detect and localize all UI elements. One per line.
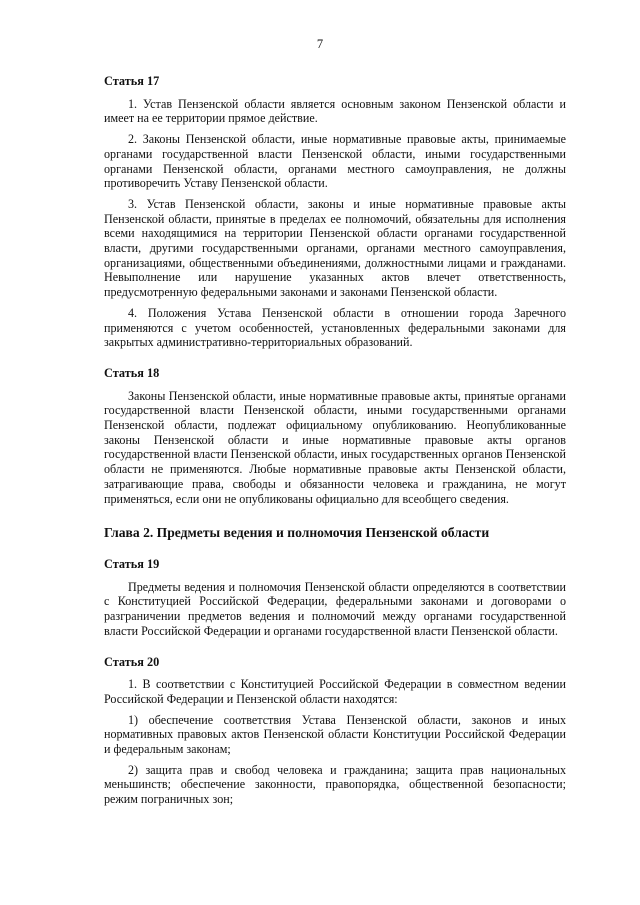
article-20-paragraph-1: 1. В соответствии с Конституцией Российской Федерации в совместном ведении Российской Федерации и Пензенской области находятся: (104, 677, 566, 706)
article-20-item-1: 1) обеспечение соответствия Устава Пензенской области, законов и иных нормативных правовых актов Пензенской области Конституции Российской Федерации и федеральным законам; (104, 712, 566, 757)
article-17-paragraph-3: 3. Устав Пензенской области, законы и иные нормативные правовые акты Пензенской области, принятые в пределах ее полномочий, обязательны для исполнения всеми находящимися на территории Пензенской области органами государственной власти, другими государственными органами, органами местного самоуправления, организациями, общественными объединениями, должностными лицами и гражданами. Невыполнение или нарушение указанных актов влечет ответственность, предусмотренную федеральными законами и законами Пензенской области. (104, 196, 566, 300)
article-20-title: Статья 20 (104, 654, 160, 669)
article-17-paragraph-1: 1. Устав Пензенской области является основным законом Пензенской области и имеет на ее территории прямое действие. (104, 96, 566, 126)
article-20-item-2: 2) защита прав и свобод человека и гражданина; защита прав национальных меньшинств; обеспечение законности, правопорядка, общественной безопасности; режим пограничных зон; (104, 762, 566, 807)
article-17-paragraph-4: 4. Положения Устава Пензенской области в отношении города Заречного применяются с учетом особенностей, установленных федеральными законами для закрытых административно-территориальных образований. (104, 305, 566, 350)
document-body (104, 74, 566, 813)
page-number: 7 (316, 37, 324, 51)
article-17-paragraph-2: 2. Законы Пензенской области, иные нормативные правовые акты, принимаемые органами государственной власти Пензенской области, иными государственными органами Пензенской области, органами местного самоуправления, не должны противоречить Уставу Пензенской области. (104, 132, 566, 191)
article-18-paragraph-1: Законы Пензенской области, иные нормативные правовые акты, принятые органами государственной власти Пензенской области, иными государственными органами Пензенской области, подлежат официальному опубликованию. Неопубликованные законы Пензенской области и иные нормативные правовые акты органов государственной власти Пензенской области, иных государственных органов Пензенской области не применяются. Любые нормативные правовые акты Пензенской области, затрагивающие права, свободы и обязанности человека и гражданина, не могут применяться, если они не опубликованы официально для всеобщего сведения. (104, 388, 566, 506)
article-19-title: Статья 19 (104, 556, 160, 571)
chapter-2-title: Глава 2. Предметы ведения и полномочия Пензенской области (104, 525, 490, 541)
article-19-paragraph-1: Предметы ведения и полномочия Пензенской области определяются в соответствии с Конституцией Российской Федерации, федеральными законами и договорами о разграничении предметов ведения и полномочий между органами государственной власти Российской Федерации и органами государственной власти Пензенской области. (104, 579, 566, 638)
article-18-title: Статья 18 (104, 365, 160, 380)
article-17-title: Статья 17 (104, 74, 160, 88)
